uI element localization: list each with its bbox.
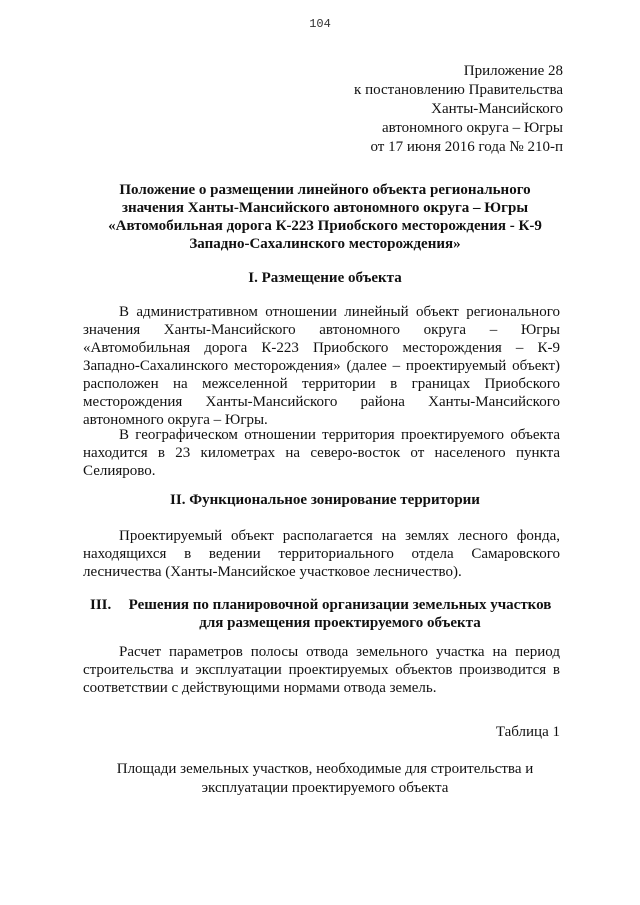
appendix-line: к постановлению Правительства <box>354 82 563 98</box>
paragraph-line: находящихся в ведении территориального отдела Самаровского <box>83 546 560 562</box>
title-line: значения Ханты-Мансийского автономного округа – Югры <box>121 200 529 216</box>
section-3-number: III. <box>90 597 112 613</box>
page-number: 104 <box>309 17 331 31</box>
appendix-line: от 17 июня 2016 года № 210-п <box>370 139 563 155</box>
appendix-line: Приложение 28 <box>463 63 563 79</box>
section-3-paragraph-1 <box>83 643 560 697</box>
paragraph-line: Селиярово. <box>83 463 156 479</box>
paragraph-line: строительства и эксплуатации проектируемых объектов производится в <box>83 662 560 678</box>
section-1-paragraph-1 <box>83 303 560 429</box>
section-1-heading: I. Размещение объекта <box>248 270 402 286</box>
title-line: Западно-Сахалинского месторождения» <box>189 236 461 252</box>
table-caption-line: Площади земельных участков, необходимые для строительства и <box>116 761 534 777</box>
paragraph-line: Расчет параметров полосы отвода земельного участка на период <box>119 644 560 660</box>
paragraph-line: В географическом отношении территория проектируемого объекта <box>119 427 560 443</box>
section-3-heading-line: для размещения проектируемого объекта <box>199 615 481 631</box>
paragraph-line: Западно-Сахалинского месторождения» (далее – проектируемый объект) <box>83 358 560 374</box>
paragraph-line: лесничества (Ханты-Мансийское участковое лесничество). <box>83 564 462 580</box>
section-2-heading: II. Функциональное зонирование территории <box>170 492 480 508</box>
paragraph-line: В административном отношении линейный объект регионального <box>119 304 560 320</box>
appendix-line: Ханты-Мансийского <box>431 101 563 117</box>
section-2-paragraph-1 <box>83 527 560 581</box>
table-caption-line: эксплуатации проектируемого объекта <box>201 780 449 796</box>
section-1-paragraph-2 <box>83 426 560 480</box>
section-3-heading-line: Решения по планировочной организации земельных участков <box>128 597 552 613</box>
title-line: «Автомобильная дорога К-223 Приобского месторождения - К-9 <box>108 218 542 234</box>
table-label: Таблица 1 <box>495 724 560 740</box>
appendix-reference <box>263 62 563 157</box>
title-line: Положение о размещении линейного объекта регионального <box>119 182 531 198</box>
paragraph-line: «Автомобильная дорога К-223 Приобского месторождения – К-9 <box>83 340 560 356</box>
paragraph-line: Проектируемый объект располагается на землях лесного фонда, <box>119 528 560 544</box>
table-caption <box>90 760 560 798</box>
paragraph-line: расположен на межселенной территории в границах Приобского <box>83 376 560 392</box>
document-title <box>90 181 560 253</box>
paragraph-line: находится в 23 километрах на северо-восток от населеного пункта <box>83 445 560 461</box>
section-3-heading <box>90 596 560 632</box>
paragraph-line: значения Ханты-Мансийского автономного округа – Югры <box>83 322 560 338</box>
paragraph-line: автономного округа – Югры. <box>83 412 268 428</box>
paragraph-line: месторождения Ханты-Мансийского района Ханты-Мансийского <box>83 394 560 410</box>
appendix-line: автономного округа – Югры <box>381 120 563 136</box>
paragraph-line: соответствии с действующими нормами отвода земель. <box>83 680 437 696</box>
